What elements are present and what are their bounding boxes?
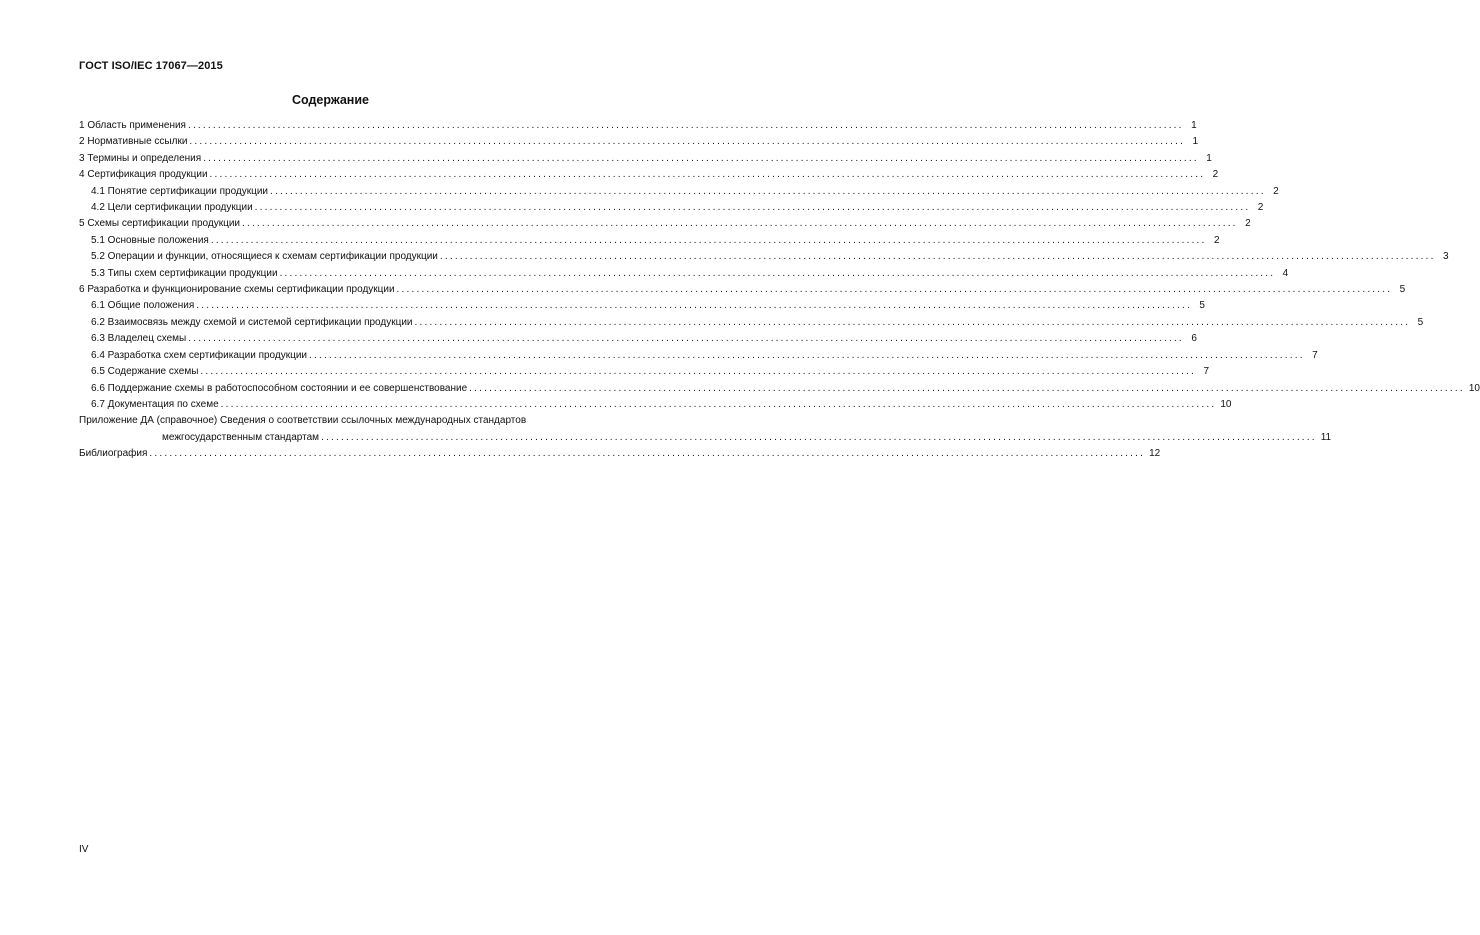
toc-entry-title: 6.3 Владелец схемы bbox=[91, 333, 187, 345]
toc-entry[interactable] bbox=[79, 282, 1406, 298]
toc-entry-page: 2 bbox=[1212, 169, 1219, 181]
toc-leader-dots: ........................................................................................................................................................................................................ bbox=[149, 448, 1146, 460]
toc-leader-dots: ........................................................................................................................................................................................................ bbox=[220, 398, 1217, 410]
toc-entry-page: 5 bbox=[1199, 300, 1205, 312]
toc-entry-title: Библиография bbox=[79, 448, 148, 460]
toc-entry-page: 1 bbox=[1191, 120, 1197, 131]
toc-entry-page: 4 bbox=[1282, 267, 1289, 279]
toc-entry-title: 6.5 Содержание схемы bbox=[91, 366, 199, 378]
toc-entry-page: 5 bbox=[1417, 316, 1424, 328]
toc-entry-bibliography[interactable] bbox=[79, 446, 1161, 462]
toc-entry-title: 6.7 Документация по схеме bbox=[91, 398, 219, 410]
toc-entry[interactable] bbox=[79, 397, 1232, 413]
toc-entry-page: 2 bbox=[1213, 234, 1220, 246]
toc-leader-dots: ........................................................................................................................................................................................................ bbox=[396, 284, 1393, 296]
page-number: IV bbox=[79, 844, 89, 855]
toc-entry-title: 1 Область применения bbox=[79, 120, 186, 131]
toc-entry-page: 1 bbox=[1206, 152, 1212, 164]
toc-entry-page: 10 bbox=[1468, 382, 1480, 394]
toc-annex-title-line1: Приложение ДА (справочное) Сведения о соответствии ссылочных международных стандартов bbox=[79, 415, 527, 427]
toc-entry[interactable] bbox=[79, 266, 1289, 282]
toc-entry[interactable] bbox=[79, 364, 1210, 380]
toc-entry-page: 5 bbox=[1399, 284, 1406, 296]
toc-leader-dots: ........................................................................................................................................................................................................ bbox=[254, 202, 1251, 214]
toc-entry-page: 2 bbox=[1257, 202, 1264, 214]
toc-entry-title: 6.1 Общие положения bbox=[91, 300, 195, 312]
toc-leader-dots: ........................................................................................................................................................................................................ bbox=[439, 251, 1436, 263]
toc-entry-title: 4.1 Понятие сертификации продукции bbox=[91, 185, 269, 197]
toc-annex-title-line2: межгосударственным стандартам bbox=[162, 431, 320, 443]
toc-entry-page: 7 bbox=[1203, 366, 1210, 378]
toc-entry-title: 4 Сертификация продукции bbox=[79, 169, 208, 181]
toc-entry[interactable] bbox=[79, 331, 1197, 347]
toc-entry-page: 1 bbox=[1192, 136, 1199, 148]
toc-entry-page: 3 bbox=[1443, 251, 1449, 263]
toc-entry-page: 2 bbox=[1245, 218, 1251, 230]
toc-entry-title: 2 Нормативные ссылки bbox=[79, 136, 188, 148]
toc-entry-title: 6.2 Взаимосвязь между схемой и системой сертификации продукции bbox=[91, 316, 413, 328]
toc-entry[interactable] bbox=[79, 216, 1251, 232]
toc-leader-dots: ........................................................................................................................................................................................................ bbox=[414, 316, 1411, 328]
toc-entry[interactable] bbox=[79, 118, 1197, 134]
toc-entry-page: 12 bbox=[1149, 448, 1161, 460]
toc-entry-title: 6.4 Разработка схем сертификации продукции bbox=[91, 349, 308, 361]
toc-entry[interactable] bbox=[79, 151, 1212, 167]
toc-entry[interactable] bbox=[79, 233, 1220, 249]
toc-leader-dots: ........................................................................................................................................................................................................ bbox=[309, 349, 1305, 361]
toc-entry-title: 6.6 Поддержание схемы в работоспособном состоянии и ее совершенствование bbox=[91, 382, 468, 394]
toc-leader-dots: ........................................................................................................................................................................................................ bbox=[196, 300, 1192, 312]
toc-entry-title: 3 Термины и определения bbox=[79, 152, 202, 164]
toc-entry[interactable] bbox=[79, 249, 1449, 265]
toc-entry-title: 4.2 Цели сертификации продукции bbox=[91, 202, 253, 214]
toc-entry[interactable] bbox=[79, 134, 1199, 150]
toc-entry-page: 11 bbox=[1320, 431, 1332, 443]
document-header: ГОСТ ISO/IEC 17067—2015 bbox=[79, 60, 223, 72]
toc-entry-page: 7 bbox=[1312, 349, 1318, 361]
toc-entry-page: 2 bbox=[1273, 185, 1279, 197]
toc-entry-title: 5.2 Операции и функции, относящиеся к схемам сертификации продукции bbox=[91, 251, 438, 263]
toc-leader-dots: ........................................................................................................................................................................................................ bbox=[188, 333, 1184, 345]
toc-entry[interactable] bbox=[79, 200, 1264, 216]
toc-entry-title: 5.3 Типы схем сертификации продукции bbox=[91, 267, 278, 279]
toc-leader-dots: ........................................................................................................................................................................................................ bbox=[469, 382, 1465, 394]
toc-leader-dots: ........................................................................................................................................................................................................ bbox=[270, 185, 1266, 197]
toc-leader-dots: ........................................................................................................................................................................................................ bbox=[279, 267, 1276, 279]
toc-entry[interactable] bbox=[79, 167, 1219, 183]
toc-entry[interactable] bbox=[79, 381, 1480, 397]
toc-leader-dots: ........................................................................................................................................................................................................ bbox=[210, 234, 1207, 246]
toc-entry[interactable] bbox=[79, 315, 1424, 331]
toc-leader-dots: ........................................................................................................................................................................................................ bbox=[203, 152, 1199, 164]
page-title: Содержание bbox=[291, 93, 369, 107]
toc-entry-annex[interactable] bbox=[79, 413, 1332, 446]
toc-entry-page: 10 bbox=[1220, 398, 1232, 410]
toc-entry-title: 5 Схемы сертификации продукции bbox=[79, 218, 240, 230]
toc-leader-dots: ........................................................................................................................................................................................................ bbox=[321, 431, 1317, 443]
table-of-contents bbox=[79, 118, 1480, 463]
toc-leader-dots: ........................................................................................................................................................................................................ bbox=[189, 136, 1186, 148]
toc-leader-dots: ........................................................................................................................................................................................................ bbox=[209, 169, 1206, 181]
toc-entry-page: 6 bbox=[1191, 333, 1197, 345]
toc-leader-dots: ........................................................................................................................................................................................................ bbox=[200, 366, 1197, 378]
toc-entry[interactable] bbox=[79, 184, 1279, 200]
toc-entry-title: 5.1 Основные положения bbox=[91, 234, 209, 246]
toc-entry[interactable] bbox=[79, 348, 1318, 364]
toc-leader-dots: ........................................................................................................................................................................................................ bbox=[187, 120, 1184, 131]
toc-entry-title: 6 Разработка и функционирование схемы сертификации продукции bbox=[79, 284, 395, 296]
toc-leader-dots: ........................................................................................................................................................................................................ bbox=[242, 218, 1238, 230]
toc-entry[interactable] bbox=[79, 298, 1205, 314]
